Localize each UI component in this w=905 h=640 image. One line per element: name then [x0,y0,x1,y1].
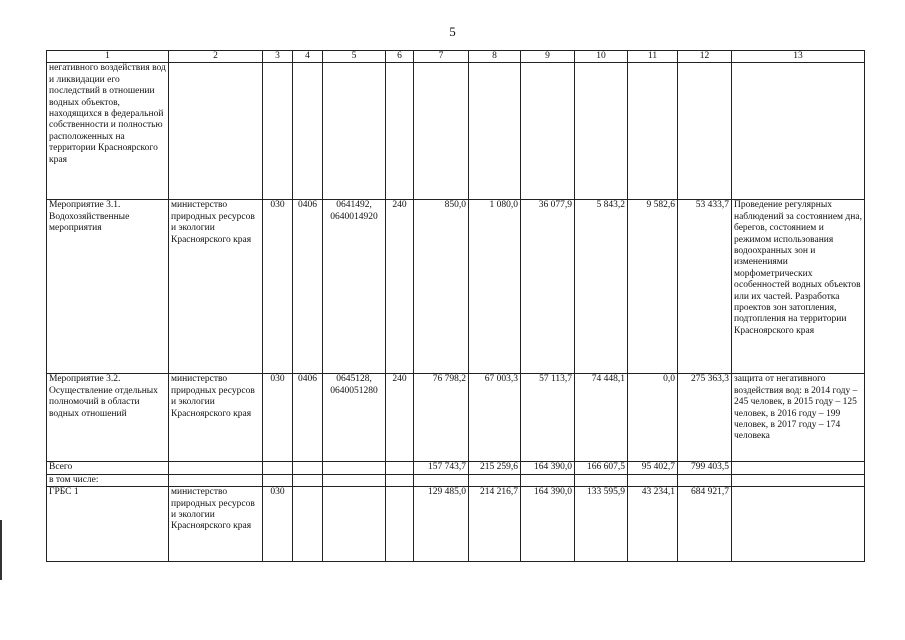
cell-description: ГРБС 1 [47,487,169,562]
cell-description: негативного воздействия вод и ликвидации его последствий в отношении водных объектов, находящихся в федеральной собственности и полностью расположенных на территории Красноярского края [47,63,169,200]
header-cell: 7 [414,51,469,63]
cell-vr [386,462,414,474]
table-row-measure-3-1 [47,200,865,374]
cell-value: 164 390,0 [521,487,575,562]
cell-total: 53 433,7 [678,200,732,374]
cell-grbs: 030 [263,374,293,462]
cell-vr [386,63,414,200]
header-cell: 4 [293,51,323,63]
cell-value: 215 259,6 [469,462,521,474]
table-row-measure-3-2 [47,374,865,462]
cell-vr: 240 [386,200,414,374]
cell-value: 57 113,7 [521,374,575,462]
header-cell: 5 [323,51,386,63]
cell-description: в том числе: [47,474,169,486]
cell-rzpr: 0406 [293,374,323,462]
cell-value [575,474,628,486]
cell-rzpr: 0406 [293,200,323,374]
cell-value: 74 448,1 [575,374,628,462]
cell-value: 133 595,9 [575,487,628,562]
cell-grbs [263,474,293,486]
cell-value: 214 216,7 [469,487,521,562]
cell-rzpr [293,63,323,200]
cell-value: 850,0 [414,200,469,374]
cell-grbs: 030 [263,200,293,374]
cell-rzpr [293,487,323,562]
scan-edge-mark [0,520,2,580]
cell-ministry [169,474,263,486]
cell-ministry: министерство природных ресурсов и экологии Красноярского края [169,374,263,462]
cell-csr [323,474,386,486]
cell-value: 36 077,9 [521,200,575,374]
cell-value: 67 003,3 [469,374,521,462]
cell-result: защита от негативного воздействия вод: в 2014 году – 245 человек, в 2015 году – 125 человек, в 2016 году – 199 человек, в 2017 году – 174 человека [732,374,865,462]
table-row-grbs-1 [47,487,865,562]
cell-value: 166 607,5 [575,462,628,474]
cell-result [732,462,865,474]
header-cell: 13 [732,51,865,63]
cell-description: Мероприятие 3.2. Осуществление отдельных полномочий в области водных отношений [47,374,169,462]
cell-grbs [263,63,293,200]
header-cell: 1 [47,51,169,63]
table-row-total [47,462,865,474]
cell-value: 95 402,7 [628,462,678,474]
cell-value: 76 798,2 [414,374,469,462]
cell-value [469,474,521,486]
cell-result [732,474,865,486]
cell-value [469,63,521,200]
cell-total [678,63,732,200]
cell-value [414,474,469,486]
budget-table [46,50,865,562]
cell-total [678,474,732,486]
cell-rzpr [293,474,323,486]
cell-value: 157 743,7 [414,462,469,474]
cell-value [521,474,575,486]
cell-vr [386,474,414,486]
table-row-continuation [47,63,865,200]
cell-value: 129 485,0 [414,487,469,562]
cell-value: 1 080,0 [469,200,521,374]
header-cell: 3 [263,51,293,63]
cell-csr [323,63,386,200]
cell-vr [386,487,414,562]
cell-ministry: министерство природных ресурсов и экологии Красноярского края [169,487,263,562]
cell-description: Мероприятие 3.1. Водохозяйственные мероприятия [47,200,169,374]
cell-value: 164 390,0 [521,462,575,474]
header-cell: 11 [628,51,678,63]
header-cell: 6 [386,51,414,63]
header-row [47,51,865,63]
cell-result [732,487,865,562]
cell-csr: 0645128, 0640051280 [323,374,386,462]
table-row-including [47,474,865,486]
cell-ministry [169,462,263,474]
cell-value: 5 843,2 [575,200,628,374]
cell-value: 0,0 [628,374,678,462]
cell-rzpr [293,462,323,474]
cell-total: 799 403,5 [678,462,732,474]
cell-total: 275 363,3 [678,374,732,462]
cell-result [732,63,865,200]
header-cell: 8 [469,51,521,63]
cell-total: 684 921,7 [678,487,732,562]
cell-ministry [169,63,263,200]
page-number: 5 [449,24,456,39]
header-cell: 12 [678,51,732,63]
cell-description: Всего [47,462,169,474]
cell-value [628,474,678,486]
cell-value [575,63,628,200]
header-cell: 9 [521,51,575,63]
header-cell: 2 [169,51,263,63]
cell-grbs [263,462,293,474]
cell-csr [323,462,386,474]
cell-value [414,63,469,200]
cell-grbs: 030 [263,487,293,562]
cell-csr [323,487,386,562]
cell-vr: 240 [386,374,414,462]
cell-value: 43 234,1 [628,487,678,562]
cell-result: Проведение регулярных наблюдений за состоянием дна, берегов, состоянием и режимом использования водоохранных зон и изменениями морфометрических особенностей водных объектов или их частей. Разработка проектов зон затопления, подтопления на территории Красноярского края [732,200,865,374]
cell-csr: 0641492, 0640014920 [323,200,386,374]
header-cell: 10 [575,51,628,63]
cell-value: 9 582,6 [628,200,678,374]
cell-value [628,63,678,200]
cell-value [521,63,575,200]
cell-ministry: министерство природных ресурсов и экологии Красноярского края [169,200,263,374]
